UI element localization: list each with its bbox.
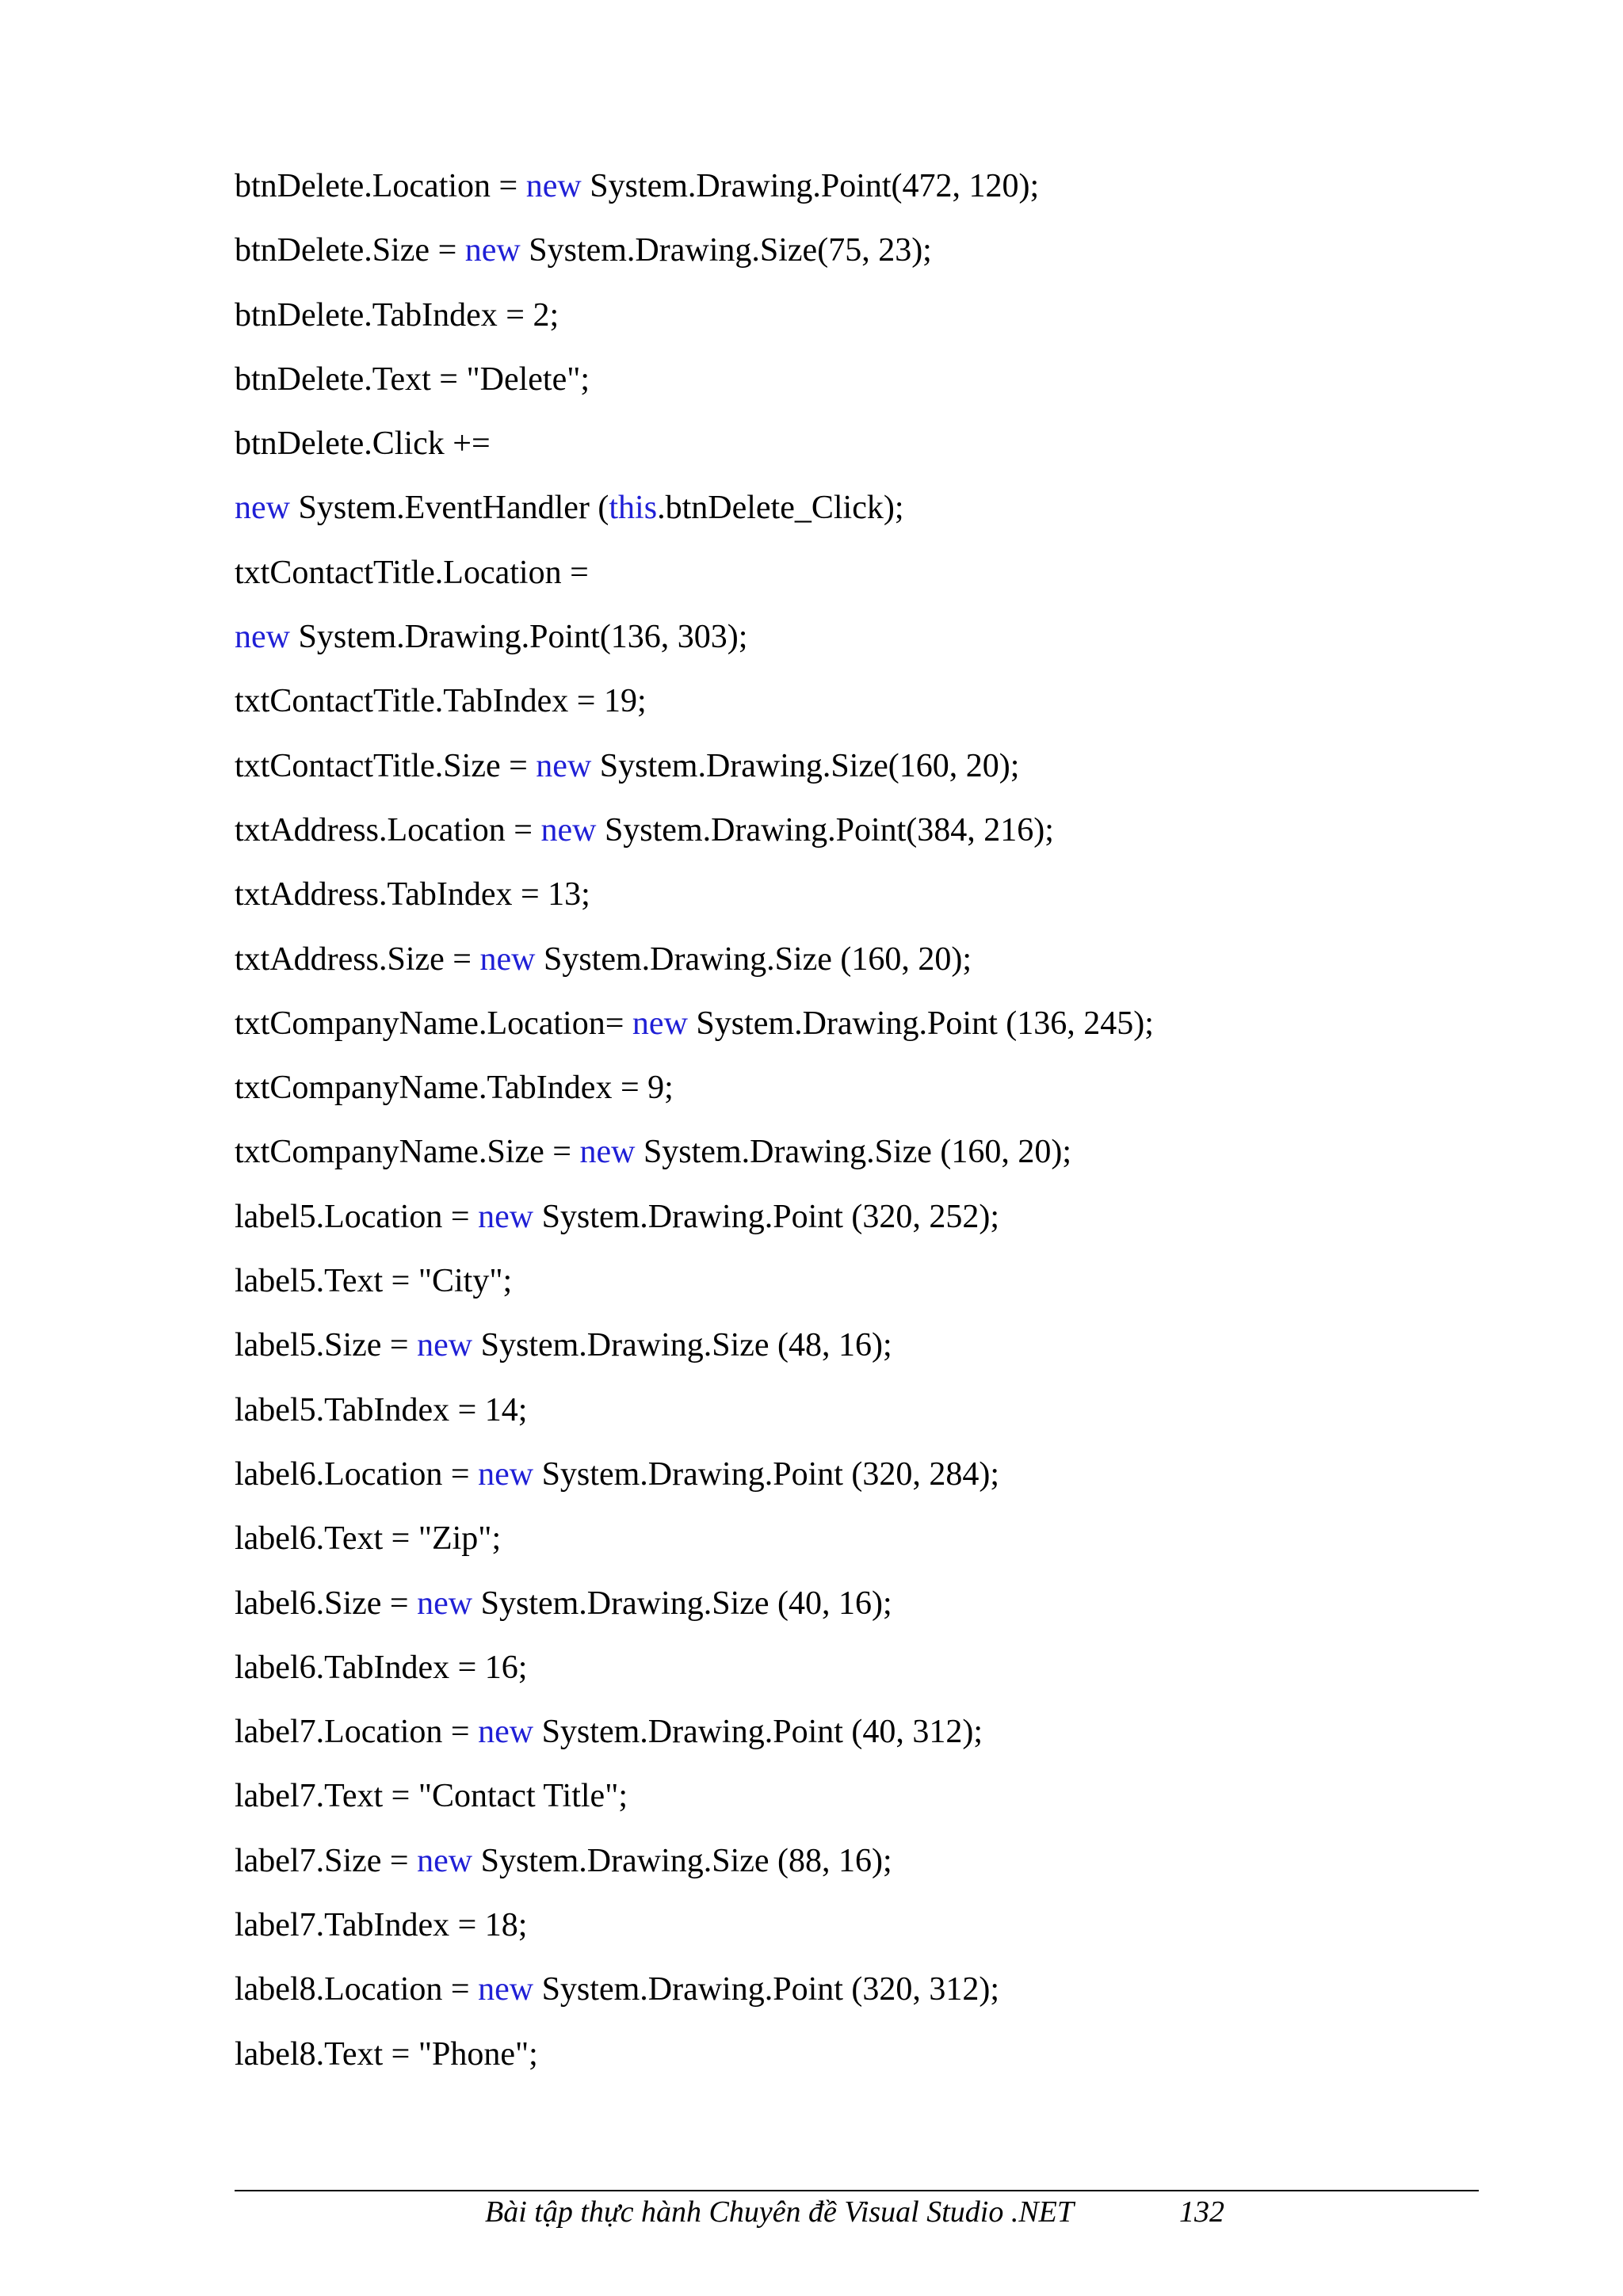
code-keyword: new [478, 1455, 534, 1493]
code-text: System.EventHandler ( [289, 490, 609, 527]
code-text: System.Drawing.Point (320, 312); [533, 1971, 1000, 2008]
code-text: txtAddress.Size = [235, 940, 480, 978]
code-text: btnDelete.Click += [235, 425, 491, 463]
code-keyword: this [609, 490, 658, 527]
code-text: label5.Location = [235, 1198, 479, 1235]
code-line [235, 1120, 1154, 1184]
code-text: label7.Text = "Contact Title"; [235, 1778, 628, 1815]
code-keyword: new [579, 1134, 636, 1171]
code-text: btnDelete.Size = [235, 232, 465, 269]
code-line [235, 734, 1154, 799]
code-text: txtAddress.TabIndex = 13; [235, 876, 590, 913]
code-text: System.Drawing.Point (136, 245); [687, 1005, 1154, 1042]
code-text: label5.Text = "City"; [235, 1263, 513, 1300]
code-text: label8.Location = [235, 1971, 479, 2008]
code-text: System.Drawing.Size (160, 20); [635, 1134, 1072, 1171]
code-line [235, 1507, 1154, 1571]
code-line [235, 1379, 1154, 1443]
code-line [235, 863, 1154, 927]
code-line [235, 284, 1154, 348]
code-listing [235, 154, 1154, 2087]
code-text: System.Drawing.Size (40, 16); [472, 1585, 892, 1622]
footer-title: Bài tập thực hành Chuyên đề Visual Studio .NET [485, 2195, 1075, 2229]
code-keyword: new [417, 1327, 473, 1364]
code-line [235, 1700, 1154, 1764]
code-keyword: new [235, 619, 290, 656]
code-line [235, 1572, 1154, 1636]
code-text: System.Drawing.Size (160, 20); [535, 940, 972, 978]
code-line [235, 154, 1154, 219]
code-line [235, 476, 1154, 540]
code-line [235, 2023, 1154, 2087]
code-text: System.Drawing.Point(472, 120); [581, 168, 1040, 204]
code-text: label6.TabIndex = 16; [235, 1649, 528, 1686]
code-text: txtContactTitle.Size = [235, 747, 537, 784]
code-line [235, 669, 1154, 734]
code-text: System.Drawing.Size(75, 23); [520, 232, 932, 269]
code-text: txtContactTitle.Location = [235, 554, 589, 591]
code-text: btnDelete.TabIndex = 2; [235, 296, 559, 334]
code-keyword: new [632, 1005, 688, 1042]
code-text: System.Drawing.Point (320, 284); [533, 1455, 1000, 1493]
code-line [235, 1764, 1154, 1829]
code-text: txtCompanyName.Size = [235, 1134, 580, 1171]
code-text: System.Drawing.Point(136, 303); [289, 619, 748, 656]
code-keyword: new [478, 1714, 534, 1751]
code-text: txtCompanyName.TabIndex = 9; [235, 1070, 674, 1107]
code-keyword: new [235, 490, 290, 527]
code-line [235, 605, 1154, 669]
code-text: txtContactTitle.TabIndex = 19; [235, 683, 647, 720]
code-line [235, 1829, 1154, 1894]
code-line [235, 1636, 1154, 1700]
code-line [235, 348, 1154, 412]
code-text: System.Drawing.Point(384, 216); [596, 811, 1054, 849]
code-line [235, 1443, 1154, 1507]
code-text: .btnDelete_Click); [657, 490, 904, 527]
code-text: label7.Size = [235, 1842, 418, 1879]
code-line [235, 1056, 1154, 1120]
code-keyword: new [536, 747, 592, 784]
code-text: label6.Location = [235, 1455, 479, 1493]
code-keyword: new [478, 1198, 534, 1235]
code-text: label6.Size = [235, 1585, 418, 1622]
page-number: 132 [1179, 2195, 1224, 2229]
code-line [235, 1314, 1154, 1378]
code-text: System.Drawing.Point (40, 312); [533, 1714, 983, 1751]
code-keyword: new [525, 168, 582, 204]
code-text: System.Drawing.Size(160, 20); [591, 747, 1020, 784]
code-line [235, 219, 1154, 283]
code-keyword: new [417, 1585, 473, 1622]
code-keyword: new [479, 940, 536, 978]
code-keyword: new [464, 232, 521, 269]
code-text: btnDelete.Location = [235, 168, 526, 204]
code-text: label5.TabIndex = 14; [235, 1391, 528, 1428]
code-line [235, 992, 1154, 1056]
code-text: System.Drawing.Size (48, 16); [472, 1327, 892, 1364]
code-keyword: new [540, 811, 597, 849]
code-line [235, 1185, 1154, 1249]
code-text: txtCompanyName.Location= [235, 1005, 632, 1042]
code-keyword: new [478, 1971, 534, 2008]
code-text: label8.Text = "Phone"; [235, 2035, 538, 2073]
code-text: label7.TabIndex = 18; [235, 1907, 528, 1944]
code-line [235, 412, 1154, 476]
code-text: label6.Text = "Zip"; [235, 1520, 502, 1558]
code-line [235, 799, 1154, 863]
code-line [235, 541, 1154, 605]
code-line [235, 928, 1154, 992]
code-text: System.Drawing.Size (88, 16); [472, 1842, 892, 1879]
code-line [235, 1894, 1154, 1958]
footer-divider [235, 2190, 1479, 2191]
code-keyword: new [417, 1842, 473, 1879]
code-line [235, 1958, 1154, 2022]
code-text: label5.Size = [235, 1327, 418, 1364]
code-text: btnDelete.Text = "Delete"; [235, 360, 590, 398]
code-line [235, 1249, 1154, 1314]
code-text: txtAddress.Location = [235, 811, 541, 849]
code-text: System.Drawing.Point (320, 252); [533, 1198, 1000, 1235]
code-text: label7.Location = [235, 1714, 479, 1751]
